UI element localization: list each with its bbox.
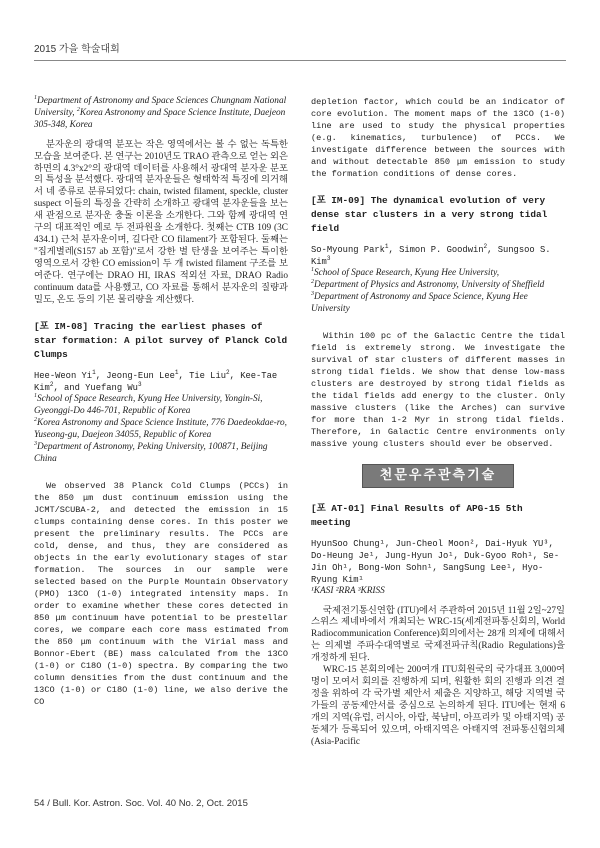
abstract-body-at01-p2: WRC-15 본회의에는 200여개 ITU회원국의 국가대표 3,000여명이 모여서 회의를 진행하게 되며, 원활한 회의 진행과 의견 결정을 위하여 각 국가별 제안서 제출은 지양하고, 해당 지역별 국가들의 공동제안서를 중심으로 논의하게 된다. ITU에는 현재 6개의 지역(유럽, 러시아, 아랍, 북남미, 아프리카 및 아태지역) 공동체가 등록되어 있으며, 아태지역은 아태지역 전파통신협의체(Asia-Pacific (311, 665, 565, 747)
header-rule (34, 60, 566, 61)
affiliation-1-im08: $^1$School of Space Research, Kyung Hee University, Yongin-Si, Gyeonggi-Do 446-701, Republic of Korea (34, 393, 263, 417)
section-banner: 천문우주관측기술 (362, 464, 514, 488)
running-header: 2015 가을 학술대회 (34, 44, 120, 55)
left-column (34, 96, 288, 708)
affiliation-2-im08: $^2$Korea Astronomy and Space Science Institute, 776 Daedeokdae-ro, Yuseong-gu, Daejeon 34055, Republic of Korea (34, 417, 288, 441)
abstract-title-im08: [포 IM-08] Tracing the earliest phases of star formation: A pilot survey of Planck Cold Clumps (34, 321, 288, 361)
authors-im08: Hee-Weon Yi$^1$, Jeong-Eun Lee$^1$, Tie Liu$^2$, Kee-Tae Kim$^2$, and Yuefang Wu$^3$ (34, 369, 278, 394)
affiliation-3-im09: $^3$Department of Astronomy and Space Science, Kyung Hee University (311, 290, 528, 314)
authors-at01: HyunSoo Chung¹, Jun-Cheol Moon², Dai-Hyuk YU³, Do-Heung Je¹, Jung-Hyun Jo¹, Duk-Gyoo Roh¹, Se-Jin Oh¹, Bong-Won Sohn¹, SangSung Lee¹, Hyo-Ryung Kim¹ (311, 538, 560, 585)
page-footer: 54 / Bull. Kor. Astron. Soc. Vol. 40 No. 2, Oct. 2015 (34, 798, 248, 809)
abstract-body-im08: We observed 38 Planck Cold Clumps (PCCs) in the 850 μm dust continuum emission using the JCMT/SCUBA-2, and detected the emission in 15 clumps containing dense cores. In this poster we present the preliminary results. The PCCs are cold, dense, and thus, they are considered as objects in the early evolutionary stages of star formation. The sources in our sample were selected based on the Purple Mountain Observatory (PMO) 13CO (1-0) integrated intensity maps. In order to examine whether these cores detected in 850 μm continuum have potential to be prestellar cores, we compare each core mass estimated from the 850 μm continuum with the Virial mass and Bonnor-Ebert (BE) mass calculated from the 13CO (1-0) or C18O (1-0) spectra. By comparing the two column densities from the dust continuum and the 13CO (1-0) or C18O (1-0) line, we also derive the CO (34, 480, 288, 707)
affiliations-top: $^1$Department of Astronomy and Space Sciences Chungnam National University, $^2$Korea Astronomy and Space Science Institute, Daejeon 305-348, Korea (34, 94, 287, 130)
affiliation-2-im09: $^2$Department of Physics and Astronomy, University of Sheffield (311, 278, 545, 290)
continued-paragraph: depletion factor, which could be an indicator of core evolution. The moment maps of the 13CO (1-0) line are used to study the physical properties (e.g. kinematics, turbulence) of PCCs. We investigate difference between the sources with and without detectable 850 μm emission to study the formation conditions of dense cores. (311, 97, 565, 179)
abstract-body-at01-p1: 국제전기통신연합 (ITU)에서 주관하여 2015년 11월 2일~27일 스위스 제네바에서 개최되는 WRC-15(세계전파통신회의, World Radiocommunication Conference)회의에서는 28개 의제에 대해서는 의제별 주파수대역별로 국제전파규칙(Radio Regulations)을 개정하게 된다. (311, 605, 565, 664)
affiliations-at01: ¹KASI ²RRA ³KRISS (311, 585, 385, 596)
affiliation-1-im09: $^1$School of Space Research, Kyung Hee University, (311, 266, 500, 278)
korean-abstract-paragraph: 분자운의 광대역 분포는 작은 영역에서는 볼 수 없는 독특한 모습을 보여준다. 본 연구는 2010년도 TRAO 관측으로 얻는 외은하면의 4.3°x2°의 광대역 데이터를 사용해서 광대역 분자운 분포의 특성을 분석했다. 광대역 분자운들은 형태학적 특징에 의거해서 네 종류로 분류되었다: chain, twisted filament, speckle, cluster suspect 이들의 특징을 간략히 소개하고 광대역 분자운들을 보는 새 관점으로 분자운 충돌 이론을 소개한다. 그와 함께 광대역 연구의 대표적인 예로 두 전파원을 소개한다. 첫째는 CTB 109 (3C 434.1) 근처 분자운이며, 길다란 CO filament가 포함된다. 둘째는 "집게별레(S157 ab 포함)"로서 강한 별 탄생을 보여주는 특이한 영역으로서 강한 CO emission이 두 개 twisted filament 구조를 보여준다. 연구에는 DRAO HI, IRAS 적외선 자료, DRAO Radio continuum data를 사용했고, CO 자료를 통해서 분자운의 질량과 밀도, 온도 등의 기본 물리량을 계산했다. (34, 139, 288, 305)
right-column (311, 96, 565, 748)
abstract-title-at01: [포 AT-01] Final Results of APG-15 5th meeting (311, 502, 523, 528)
abstract-title-im09: [포 IM-09] The dynamical evolution of very dense star clusters in a very strong tidal field (311, 195, 548, 234)
authors-im09: So-Myoung Park$^1$, Simon P. Goodwin$^2$, Sungsoo S. Kim$^3$ (311, 243, 551, 267)
abstract-body-im09: Within 100 pc of the Galactic Centre the tidal field is extremely strong. We investigate the survival of star clusters of different masses in strong tidal fields. We show that dense low-mass clusters are destroyed by strong tidal fields as the tidal fields add energy to the cluster. Only massive clusters (like the Arches) can survive for more than 1-2 Myr in strong tidal fields. Therefore, in Galactic Centre environments only massive young clusters should ever be observed. (311, 330, 565, 449)
affiliation-3-im08: $^3$Department of Astronomy, Peking University, 100871, Beijing China (34, 440, 268, 464)
